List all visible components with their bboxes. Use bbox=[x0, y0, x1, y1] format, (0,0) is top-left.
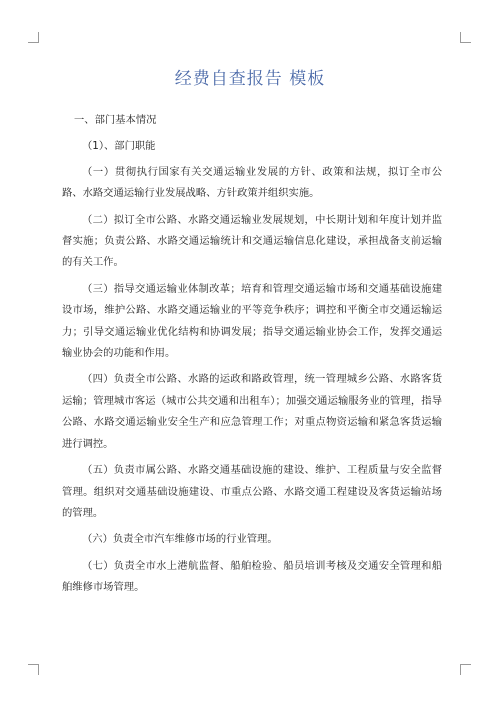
crop-mark-bottom-right bbox=[460, 664, 471, 675]
document-body bbox=[62, 110, 442, 604]
document-title: 经费自查报告 模板 bbox=[174, 69, 326, 89]
paragraph-2: （二）拟订全市公路、水路交通运输业发展规划，中长期计划和年度计划并监督实施；负责公路、水路交通运输统计和交通运输信息化建设，承担战备支前运输的有关工作。 bbox=[62, 213, 442, 269]
paragraph-7: （七）负责全市水上港航监督、船舶检验、船员培训考核及交通安全管理和船舶维修市场管理。 bbox=[62, 559, 442, 594]
crop-mark-top-left bbox=[28, 32, 39, 43]
paragraph-3: （三）指导交通运输业体制改革；培育和管理交通运输市场和交通基础设施建设市场，维护公路、水路交通运输业的平等竞争秩序；调控和平衡全市交通运输运力；引导交通运输业优化结构和协调发展；指导交通运输业协会工作，发挥交通运输业协会的功能和作用。 bbox=[62, 282, 442, 360]
sub-heading: （1）、部门职能 bbox=[82, 140, 156, 153]
paragraph-5: （五）负责市属公路、水路交通基础设施的建设、维护、工程质量与安全监督管理。组织对交通基础设施建设、市重点公路、水路交通工程建设及客货运输站场的管理。 bbox=[62, 464, 442, 519]
section-heading: 一、部门基本情况 bbox=[74, 114, 157, 126]
paragraph-6: （六）负责全市汽车维修市场的行业管理。 bbox=[82, 533, 278, 546]
paragraph-1: （一）贯彻执行国家有关交通运输业发展的方针、政策和法规，拟订全市公路、水路交通运输行业发展战略、方针政策并组织实施。 bbox=[62, 165, 442, 200]
paragraph-4: （四）负责全市公路、水路的运政和路政管理，统一管理城乡公路、水路客货运输；管理城市客运（城市公共交通和出租车）；加强交通运输服务业的管理，指导公路、水路交通运输业安全生产和应急管理工作；对重点物资运输和紧急客货运输进行调控。 bbox=[62, 373, 442, 450]
crop-mark-top-right bbox=[460, 32, 471, 43]
crop-mark-bottom-left bbox=[28, 664, 39, 675]
